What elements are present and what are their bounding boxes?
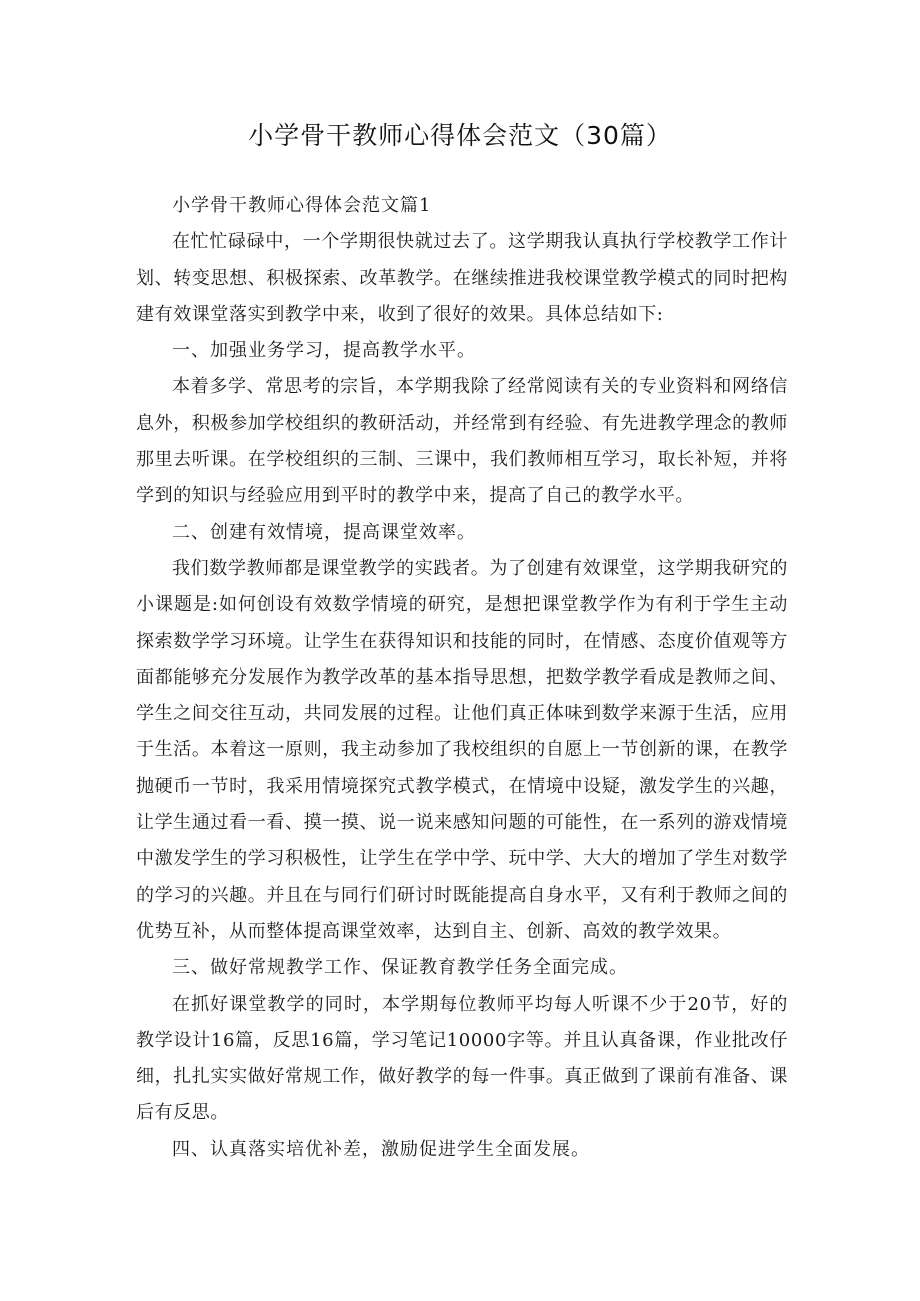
- heading-part-1: 一、加强业务学习，提高教学水平。: [172, 340, 476, 362]
- paragraph-intro: 在忙忙碌碌中，一个学期很快就过去了。这学期我认真执行学校教学工作计划、转变思想、积极探索、改革教学。在继续推进我校课堂教学模式的同时把构建有效课堂落实到教学中来，收到了很好的效果。具体总结如下:: [136, 231, 788, 325]
- heading-part-3: 三、做好常规教学工作、保证教育教学任务全面完成。: [172, 957, 628, 979]
- document-title: 小学骨干教师心得体会范文（30篇）: [248, 121, 672, 150]
- paragraph-part-2: 我们数学教师都是课堂教学的实践者。为了创建有效课堂，这学期我研究的小课题是:如何创设有效数学情境的研究，是想把课堂教学作为有利于学生主动探索数学学习环境。让学生在获得知识和技能的同时，在情感、态度价值观等方面都能够充分发展作为教学改革的基本指导思想，把数学教学看成是教师之间、学生之间交往互动，共同发展的过程。让他们真正体味到数学来源于生活，应用于生活。本着这一原则，我主动参加了我校组织的自愿上一节创新的课，在教学抛硬币一节时，我采用情境探究式教学模式，在情境中设疑，激发学生的兴趣，让学生通过看一看、摸一摸、说一说来感知问题的可能性，在一系列的游戏情境中激发学生的学习积极性，让学生在学中学、玩中学、大大的增加了学生对数学的学习的兴趣。并且在与同行们研讨时既能提高自身水平，又有利于教师之间的优势互补，从而整体提高课堂效率，达到自主、创新、高效的教学效果。: [136, 557, 788, 942]
- paragraph-part-3: 在抓好课堂教学的同时，本学期每位教师平均每人听课不少于20节，好的教学设计16篇，反思16篇，学习笔记10000字等。并且认真备课，作业批改仔细，扎扎实实做好常规工作，做好教学的每一件事。真正做到了课前有准备、课后有反思。: [136, 993, 788, 1124]
- section-heading: 小学骨干教师心得体会范文篇1: [172, 195, 432, 216]
- heading-part-2: 二、创建有效情境，提高课堂效率。: [172, 521, 476, 543]
- heading-part-4: 四、认真落实培优补差，激励促进学生全面发展。: [172, 1138, 590, 1160]
- paragraph-part-1: 本着多学、常思考的宗旨，本学期我除了经常阅读有关的专业资料和网络信息外，积极参加学校组织的教研活动，并经常到有经验、有先进教学理念的教师那里去听课。在学校组织的三制、三课中，我们教师相互学习，取长补短，并将学到的知识与经验应用到平时的教学中来，提高了自己的教学水平。: [136, 376, 788, 507]
- document-body: [136, 188, 788, 1168]
